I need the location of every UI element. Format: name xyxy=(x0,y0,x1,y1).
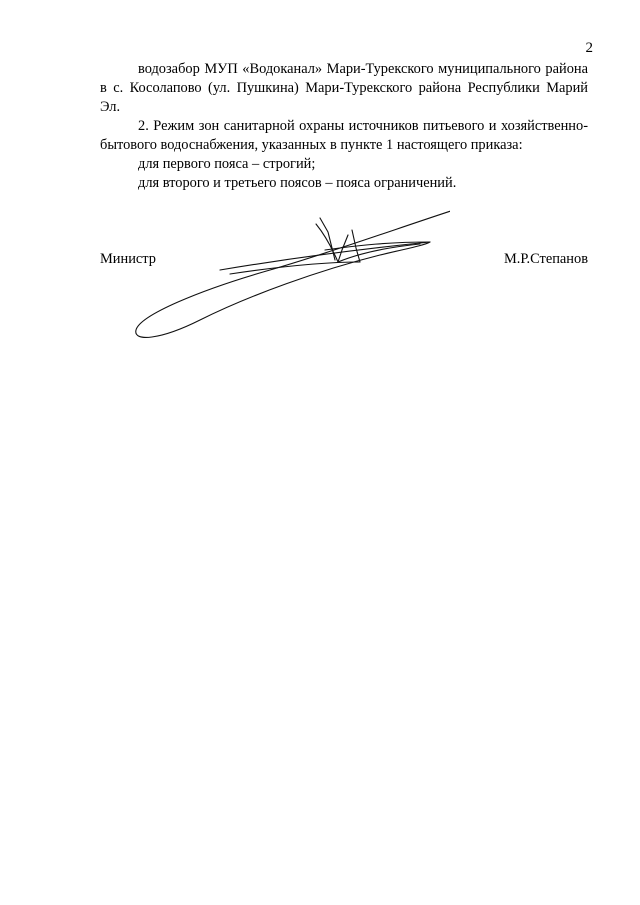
page-number: 2 xyxy=(585,40,593,56)
list-item-second-third-zones: для второго и третьего поясов – пояса ограничений. xyxy=(138,175,457,191)
signatory-name: М.Р.Степанов xyxy=(503,251,588,267)
signatory-title: Министр xyxy=(100,251,156,267)
paragraph-regime: 2. Режим зон санитарной охраны источников питьевого и хозяйственно-бытового водоснабжения, указанных в пункте 1 настоящего приказа: xyxy=(100,118,588,153)
handwritten-signature xyxy=(120,190,450,350)
list-item-first-zone: для первого пояса – строгий; xyxy=(138,156,316,172)
document-body xyxy=(100,60,588,193)
paragraph-continuation: водозабор МУП «Водоканал» Мари-Турекского муниципального района в с. Косолапово (ул. Пушкина) Мари-Турекского района Республики Марий Эл. xyxy=(100,61,588,115)
